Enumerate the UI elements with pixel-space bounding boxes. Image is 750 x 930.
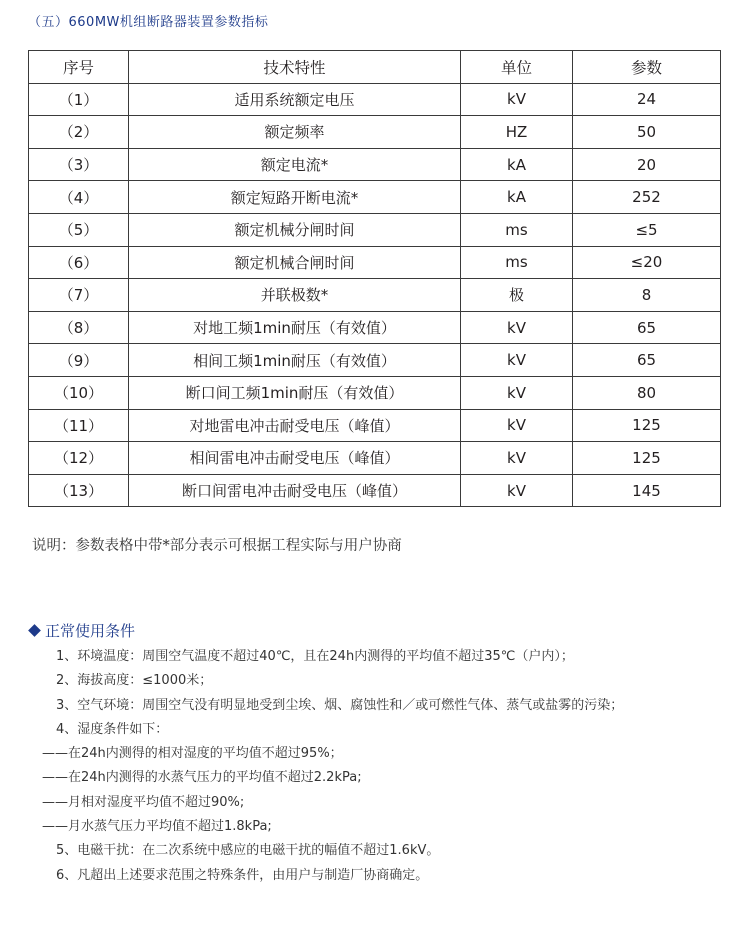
header-feature: 技术特性 <box>129 51 461 84</box>
cell-unit: ms <box>461 246 573 279</box>
cell-unit: kA <box>461 148 573 181</box>
cell-index: （9） <box>29 344 129 377</box>
condition-item: ——月水蒸气压力平均值不超过1.8kPa; <box>42 819 272 835</box>
header-unit: 单位 <box>461 51 573 84</box>
cell-unit: kV <box>461 83 573 116</box>
section-heading: （五）660MW机组断路器装置参数指标 <box>28 15 269 30</box>
table-row <box>29 148 721 181</box>
condition-item: 3、空气环境：周围空气没有明显地受到尘埃、烟、腐蚀性和／或可燃性气体、蒸气或盐雾的污染； <box>56 697 624 713</box>
cell-value: 252 <box>573 181 721 214</box>
cell-unit: kV <box>461 376 573 409</box>
cell-unit: kV <box>461 442 573 475</box>
cell-value: ≤20 <box>573 246 721 279</box>
header-index: 序号 <box>29 51 129 84</box>
cell-unit: kV <box>461 344 573 377</box>
cell-feature: 对地工频1min耐压（有效值） <box>129 311 461 344</box>
condition-item: 6、凡超出上述要求范围之特殊条件，由用户与制造厂协商确定。 <box>56 867 429 883</box>
table-note: 说明：参数表格中带*部分表示可根据工程实际与用户协商 <box>32 538 402 554</box>
cell-value: 20 <box>573 148 721 181</box>
condition-item: ——月相对湿度平均值不超过90%; <box>42 794 245 810</box>
cell-feature: 断口间工频1min耐压（有效值） <box>129 376 461 409</box>
cell-index: （2） <box>29 116 129 149</box>
table-row <box>29 442 721 475</box>
cell-index: （1） <box>29 83 129 116</box>
table-row <box>29 116 721 149</box>
cell-index: （3） <box>29 148 129 181</box>
cell-feature: 对地雷电冲击耐受电压（峰值） <box>129 409 461 442</box>
conditions-title <box>28 620 135 641</box>
cell-unit: kV <box>461 311 573 344</box>
cell-index: （5） <box>29 213 129 246</box>
condition-item: ——在24h内测得的相对湿度的平均值不超过95%； <box>42 746 343 762</box>
cell-feature: 额定电流* <box>129 148 461 181</box>
table-header-row <box>29 51 721 84</box>
conditions-list <box>28 645 728 888</box>
condition-item: 5、电磁干扰：在二次系统中感应的电磁干扰的幅值不超过1.6kV。 <box>56 843 440 859</box>
table-row <box>29 376 721 409</box>
cell-index: （13） <box>29 474 129 507</box>
table-row <box>29 474 721 507</box>
cell-unit: kV <box>461 474 573 507</box>
cell-feature: 额定机械合闸时间 <box>129 246 461 279</box>
cell-value: 80 <box>573 376 721 409</box>
cell-value: 125 <box>573 442 721 475</box>
cell-value: 65 <box>573 311 721 344</box>
cell-feature: 并联极数* <box>129 279 461 312</box>
cell-unit: kA <box>461 181 573 214</box>
cell-feature: 适用系统额定电压 <box>129 83 461 116</box>
condition-item: 1、环境温度：周围空气温度不超过40℃，且在24h内测得的平均值不超过35℃（户内）； <box>56 649 574 664</box>
cell-index: （11） <box>29 409 129 442</box>
cell-value: 125 <box>573 409 721 442</box>
cell-value: 65 <box>573 344 721 377</box>
cell-value: 8 <box>573 279 721 312</box>
condition-item: ——在24h内测得的水蒸气压力的平均值不超过2.2kPa; <box>42 770 362 786</box>
cell-feature: 额定机械分闸时间 <box>129 213 461 246</box>
cell-feature: 额定短路开断电流* <box>129 181 461 214</box>
cell-feature: 额定频率 <box>129 116 461 149</box>
cell-index: （7） <box>29 279 129 312</box>
cell-unit: 极 <box>461 279 573 312</box>
conditions-title-text: 正常使用条件 <box>45 622 136 640</box>
cell-value: ≤5 <box>573 213 721 246</box>
table-row <box>29 311 721 344</box>
table-row <box>29 279 721 312</box>
diamond-bullet-icon <box>28 624 41 637</box>
table-row <box>29 409 721 442</box>
table-row <box>29 83 721 116</box>
cell-index: （8） <box>29 311 129 344</box>
cell-index: （6） <box>29 246 129 279</box>
cell-index: （10） <box>29 376 129 409</box>
cell-value: 24 <box>573 83 721 116</box>
table-row <box>29 213 721 246</box>
table-row <box>29 344 721 377</box>
condition-item: 4、湿度条件如下： <box>56 721 169 737</box>
cell-index: （12） <box>29 442 129 475</box>
cell-value: 50 <box>573 116 721 149</box>
cell-feature: 相间雷电冲击耐受电压（峰值） <box>129 442 461 475</box>
cell-feature: 断口间雷电冲击耐受电压（峰值） <box>129 474 461 507</box>
cell-value: 145 <box>573 474 721 507</box>
cell-index: （4） <box>29 181 129 214</box>
table-row <box>29 181 721 214</box>
cell-feature: 相间工频1min耐压（有效值） <box>129 344 461 377</box>
cell-unit: ms <box>461 213 573 246</box>
table-row <box>29 246 721 279</box>
cell-unit: kV <box>461 409 573 442</box>
cell-unit: HZ <box>461 116 573 149</box>
condition-item: 2、海拔高度：≤1000米； <box>56 673 213 689</box>
parameter-table <box>28 50 721 507</box>
header-value: 参数 <box>573 51 721 84</box>
